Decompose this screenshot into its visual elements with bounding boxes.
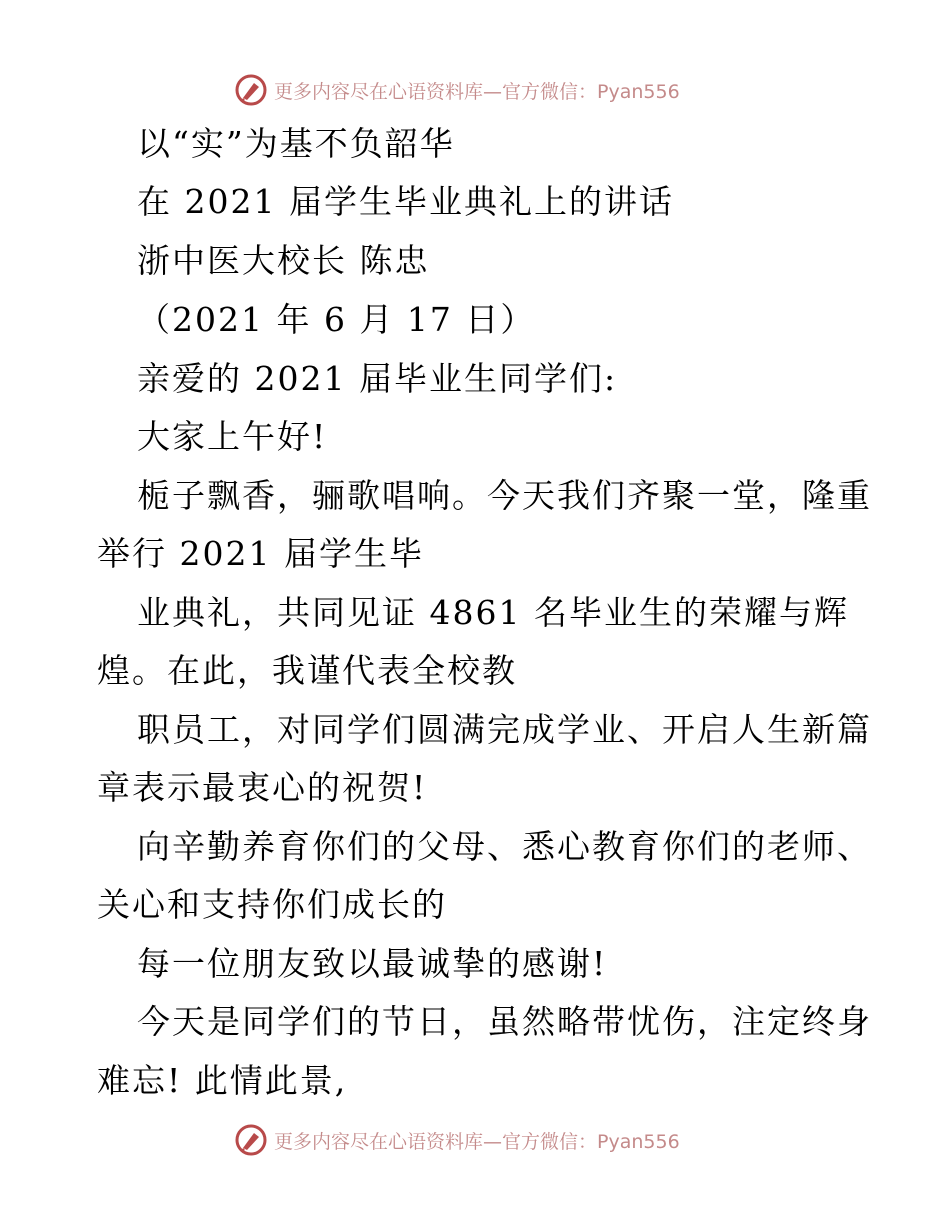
paragraph-line: 难忘! 此情此景, bbox=[97, 1061, 348, 1100]
paragraph-line: 今天是同学们的节日，虽然略带忧伤，注定终身 bbox=[137, 1002, 872, 1041]
paragraph-line: 章表示最衷心的祝贺! bbox=[97, 768, 428, 807]
paragraph-line: 关心和支持你们成长的 bbox=[97, 885, 447, 924]
pen-nib-logo-icon bbox=[234, 1123, 268, 1157]
paragraph-line: 向辛勤养育你们的父母、悉心教育你们的老师、 bbox=[137, 827, 872, 866]
paragraph-line: 煌。在此，我谨代表全校教 bbox=[97, 651, 517, 690]
doc-title: 以“实”为基不负韶华 bbox=[137, 124, 455, 163]
pen-nib-logo-icon bbox=[234, 73, 268, 107]
paragraph-line: 每一位朋友致以最诚挚的感谢! bbox=[137, 944, 608, 983]
doc-author: 浙中医大校长 陈忠 bbox=[137, 241, 430, 280]
paragraph-line: 业典礼，共同见证 4861 名毕业生的荣耀与辉 bbox=[137, 593, 849, 632]
doc-date: （2021 年 6 月 17 日） bbox=[137, 300, 536, 339]
footer-watermark bbox=[234, 1122, 734, 1158]
doc-salutation: 亲爱的 2021 届毕业生同学们: bbox=[137, 359, 618, 398]
watermark-text: 更多内容尽在心语资料库—官方微信：Pyan556 bbox=[274, 80, 680, 103]
paragraph-line: 栀子飘香，骊歌唱响。今天我们齐聚一堂，隆重 bbox=[137, 476, 872, 515]
doc-greeting: 大家上午好! bbox=[137, 417, 328, 456]
doc-subtitle: 在 2021 届学生毕业典礼上的讲话 bbox=[137, 182, 674, 221]
header-watermark bbox=[234, 72, 734, 108]
watermark-text: 更多内容尽在心语资料库—官方微信：Pyan556 bbox=[274, 1130, 680, 1153]
paragraph-line: 职员工，对同学们圆满完成学业、开启人生新篇 bbox=[137, 710, 872, 749]
paragraph-line: 举行 2021 届学生毕 bbox=[97, 534, 424, 573]
